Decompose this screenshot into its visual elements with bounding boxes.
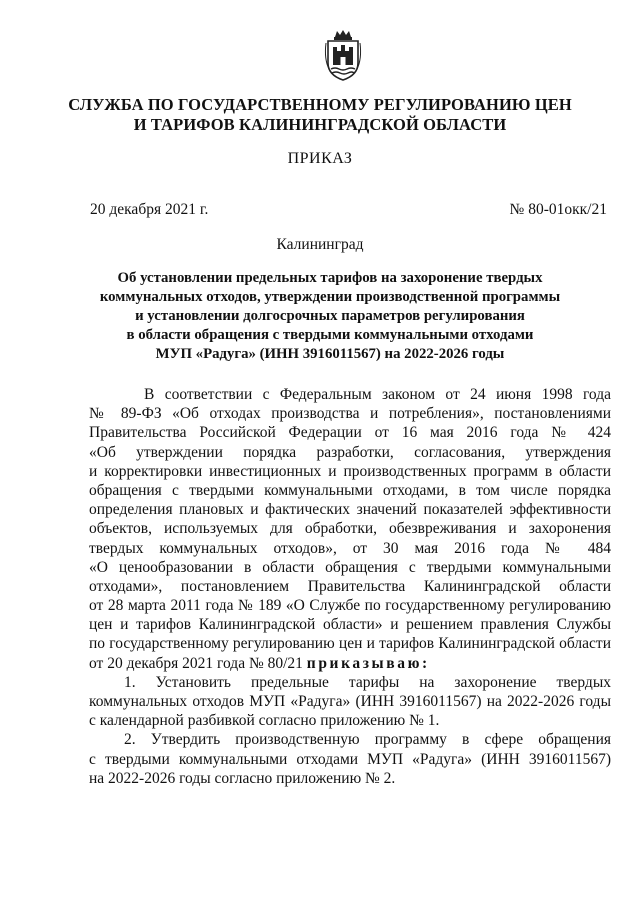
item-2-line: 2. Утвердить производственную программу в сфере обращения: [124, 731, 611, 749]
item-1-line: 1. Установить предельные тарифы на захоронение твердых: [124, 673, 611, 691]
preamble-line: твердых коммунальных отходов», от 30 мая 2016 года № 484: [89, 539, 611, 557]
item-2-line: с твердыми коммунальными отходами МУП «Радуга» (ИНН 3916011567): [89, 750, 611, 768]
preamble-line: «О ценообразовании в области обращения с твердыми коммунальными: [89, 558, 611, 576]
preamble-line: объектов, используемых для обработки, обезвреживания и захоронения: [89, 520, 611, 538]
preamble-line: обращения с твердыми коммунальными отходами, в том числе порядка: [89, 481, 611, 499]
coat-of-arms-icon: [323, 29, 363, 81]
preamble-line: № 89-ФЗ «Об отходах производства и потребления», постановлениями: [89, 405, 611, 423]
agency-name: [60, 95, 580, 135]
preamble-line: В соответствии с Федеральным законом от 24 июня 1998 года: [144, 386, 611, 403]
agency-name-line: СЛУЖБА ПО ГОСУДАРСТВЕННОМУ РЕГУЛИРОВАНИЮ ЦЕН: [68, 95, 572, 114]
preamble-line: Правительства Российской Федерации от 16 мая 2016 года № 424: [89, 424, 611, 442]
document-city: Калининград: [276, 236, 364, 253]
order-word: приказываю:: [306, 654, 430, 672]
title-line: МУП «Радуга» (ИНН 3916011567) на 2022-2026 годы: [155, 346, 505, 362]
document-title: [80, 269, 580, 364]
item-1-last-line: с календарной разбивкой согласно приложению № 1.: [89, 712, 440, 730]
document-date: 20 декабря 2021 г.: [90, 201, 209, 218]
title-line: в области обращения с твердыми коммунальными отходами: [126, 327, 534, 343]
title-line: и установлении долгосрочных параметров регулирования: [135, 308, 525, 324]
preamble-reference: от 20 декабря 2021 года № 80/21: [89, 654, 303, 672]
document-number: № 80-01окк/21: [509, 201, 607, 218]
preamble-line: «Об утверждении порядка разработки, согласования, утверждения: [89, 443, 611, 461]
document-body: [89, 385, 611, 788]
item-1-line: коммунальных отходов МУП «Радуга» (ИНН 3916011567) на 2022-2026 годы: [89, 693, 611, 710]
item-2-last-line: на 2022-2026 годы согласно приложению № 2.: [89, 769, 396, 787]
preamble-line: отходами», постановлением Правительства Калининградской области: [89, 577, 611, 595]
preamble-last-line: [89, 654, 611, 673]
agency-name-line: И ТАРИФОВ КАЛИНИНГРАДСКОЙ ОБЛАСТИ: [133, 115, 507, 134]
preamble-line: цен и тарифов Калининградской области» и решением правления Службы: [89, 616, 611, 634]
title-line: Об установлении предельных тарифов на захоронение твердых: [117, 270, 543, 286]
preamble-line: от 28 марта 2011 года № 189 «О Службе по государственному регулированию: [89, 597, 611, 615]
title-line: коммунальных отходов, утверждении производственной программы: [99, 289, 561, 305]
preamble-line: и корректировки инвестиционных и производственных программ в области: [89, 462, 611, 480]
preamble-line: по государственному регулированию цен и тарифов Калининградской области: [89, 635, 611, 653]
document-type: ПРИКАЗ: [287, 150, 353, 167]
preamble-line: определения плановых и фактических значений показателей эффективности: [89, 501, 611, 519]
